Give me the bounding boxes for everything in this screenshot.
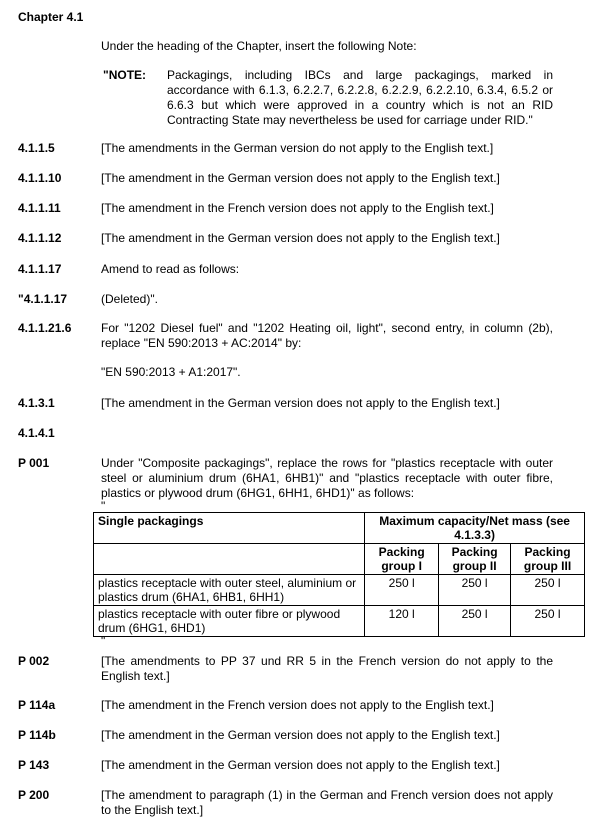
section-label: 4.1.1.5 — [18, 141, 55, 155]
section-text: [The amendments to PP 37 und RR 5 in the French version do not apply to the English text.] — [101, 654, 553, 683]
header-pg1: Packing group I — [365, 544, 439, 575]
row-value-pg2: 250 l — [439, 606, 511, 637]
section-text: [The amendment in the German version does not apply to the English text.] — [101, 171, 500, 185]
section-label: 4.1.1.11 — [18, 201, 61, 215]
section-text: (Deleted)". — [101, 292, 158, 306]
section-label: P 200 — [18, 788, 50, 802]
capacity-table — [93, 512, 585, 637]
section-text: [The amendment in the German version does not apply to the English text.] — [101, 728, 500, 742]
row-description: plastics receptacle with outer steel, aluminium or plastics drum (6HA1, 6HB1, 6HH1) — [94, 575, 365, 606]
section-text: [The amendment in the German version does not apply to the English text.] — [101, 231, 500, 245]
table-row — [94, 575, 585, 606]
section-text: For "1202 Diesel fuel" and "1202 Heating oil, light", second entry, in column (2b), replace "EN 590:2013 + AC:2014" by: — [101, 321, 553, 350]
section-label: 4.1.4.1 — [18, 426, 55, 440]
row-value-pg3: 250 l — [511, 575, 585, 606]
header-pg2: Packing group II — [439, 544, 511, 575]
row-value-pg1: 250 l — [365, 575, 439, 606]
close-quote: " — [101, 634, 106, 648]
section-text: [The amendment in the French version does not apply to the English text.] — [101, 698, 494, 712]
section-text: [The amendments in the German version do not apply to the English text.] — [101, 141, 494, 155]
section-text: [The amendment in the French version does not apply to the English text.] — [101, 201, 494, 215]
section-text: Under "Composite packagings", replace the rows for "plastics receptacle with outer steel or aluminium drum (6HA1, 6HB1)" and "plastics receptacle with outer fibre, plastics or plywood drum (6HG1, 6HH1, 6HD1)" as follows: — [101, 456, 553, 500]
chapter-heading: Chapter 4.1 — [18, 10, 84, 24]
section-label: P 114a — [18, 698, 56, 712]
table-header-row — [94, 513, 585, 544]
section-text: Amend to read as follows: — [101, 262, 240, 276]
empty-cell — [94, 544, 365, 575]
row-value-pg3: 250 l — [511, 606, 585, 637]
replacement-text: "EN 590:2013 + A1:2017". — [101, 365, 241, 379]
section-text: [The amendment to paragraph (1) in the German and French version does not apply to the English text.] — [101, 788, 553, 817]
section-text: [The amendment in the German version does not apply to the English text.] — [101, 758, 500, 772]
header-pg3: Packing group III — [511, 544, 585, 575]
section-text: [The amendment in the German version does not apply to the English text.] — [101, 396, 500, 410]
section-label: 4.1.1.12 — [18, 231, 62, 245]
section-label: 4.1.1.17 — [18, 262, 62, 276]
section-label: 4.1.1.21.6 — [18, 321, 72, 335]
open-quote: " — [101, 499, 106, 513]
row-value-pg2: 250 l — [439, 575, 511, 606]
section-label: P 114b — [18, 728, 56, 742]
header-single-packagings: Single packagings — [94, 513, 365, 544]
chapter-intro: Under the heading of the Chapter, insert the following Note: — [101, 39, 417, 53]
section-label: P 001 — [18, 456, 50, 470]
section-label: P 143 — [18, 758, 50, 772]
section-label: P 002 — [18, 654, 50, 668]
row-description: plastics receptacle with outer fibre or plywood drum (6HG1, 6HD1) — [94, 606, 365, 637]
table-subheader-row — [94, 544, 585, 575]
row-value-pg1: 120 l — [365, 606, 439, 637]
section-label: 4.1.3.1 — [18, 396, 55, 410]
section-label: "4.1.1.17 — [18, 292, 68, 306]
table-row — [94, 606, 585, 637]
note-text: Packagings, including IBCs and large packagings, marked in accordance with 6.1.3, 6.2.2.7, 6.2.2.8, 6.2.2.9, 6.2.2.10, 6.3.4, 6.5.2 or 6.6.3 but which were approved in a country which is not an RID Contracting State may nevertheless be used for carriage under RID." — [167, 68, 553, 127]
section-label: 4.1.1.10 — [18, 171, 62, 185]
note-label: "NOTE: — [103, 68, 147, 82]
header-max-capacity: Maximum capacity/Net mass (see 4.1.3.3) — [365, 513, 585, 544]
